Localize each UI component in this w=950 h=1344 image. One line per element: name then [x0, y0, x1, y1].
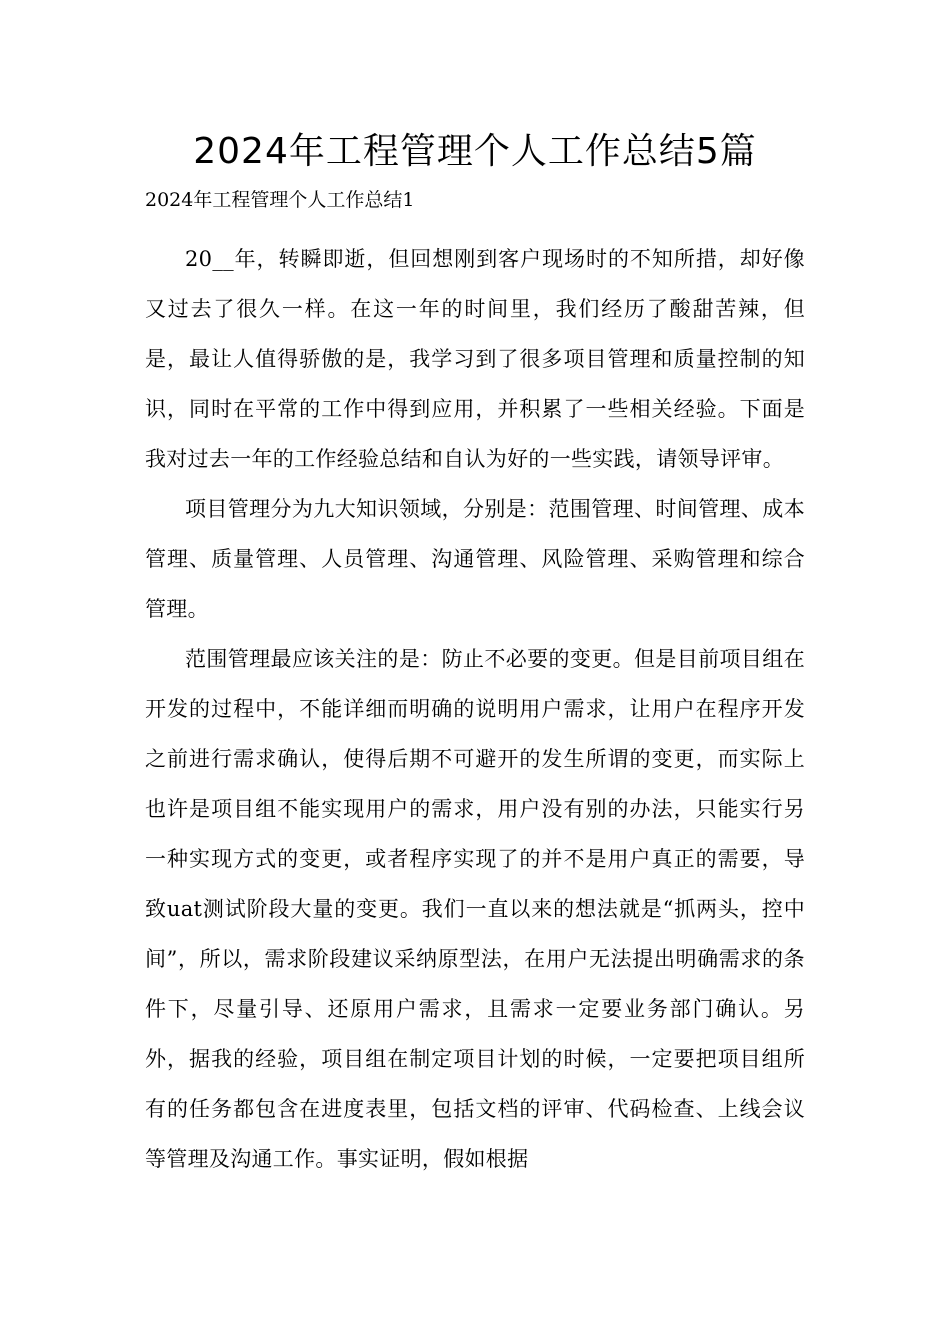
paragraph-intro: 20__年，转瞬即逝，但回想刚到客户现场时的不知所措，却好像又过去了很久一样。在这一年的时间里，我们经历了酸甜苦辣，但是，最让人值得骄傲的是，我学习到了很多项目管理和质量控制的知识，同时在平常的工作中得到应用，并积累了一些相关经验。下面是我对过去一年的工作经验总结和自认为好的一些实践，请领导评审。: [145, 247, 805, 471]
document-body: [145, 234, 805, 1184]
section-heading: 2024年工程管理个人工作总结1: [145, 189, 415, 211]
paragraph-knowledge-areas: 项目管理分为九大知识领域，分别是：范围管理、时间管理、成本管理、质量管理、人员管理、沟通管理、风险管理、采购管理和综合管理。: [145, 497, 805, 621]
document-title: 2024年工程管理个人工作总结5篇: [193, 131, 757, 172]
paragraph-scope-management: 范围管理最应该关注的是：防止不必要的变更。但是目前项目组在开发的过程中，不能详细而明确的说明用户需求，让用户在程序开发之前进行需求确认，使得后期不可避开的发生所谓的变更，而实际上也许是项目组不能实现用户的需求，用户没有别的办法，只能实行另一种实现方式的变更，或者程序实现了的并不是用户真正的需要，导致uat测试阶段大量的变更。我们一直以来的想法就是“抓两头，控中间”，所以，需求阶段建议采纳原型法，在用户无法提出明确需求的条件下，尽量引导、还原用户需求，且需求一定要业务部门确认。另外，据我的经验，项目组在制定项目计划的时候，一定要把项目组所有的任务都包含在进度表里，包括文档的评审、代码检查、上线会议等管理及沟通工作。事实证明，假如根据: [145, 647, 805, 1171]
